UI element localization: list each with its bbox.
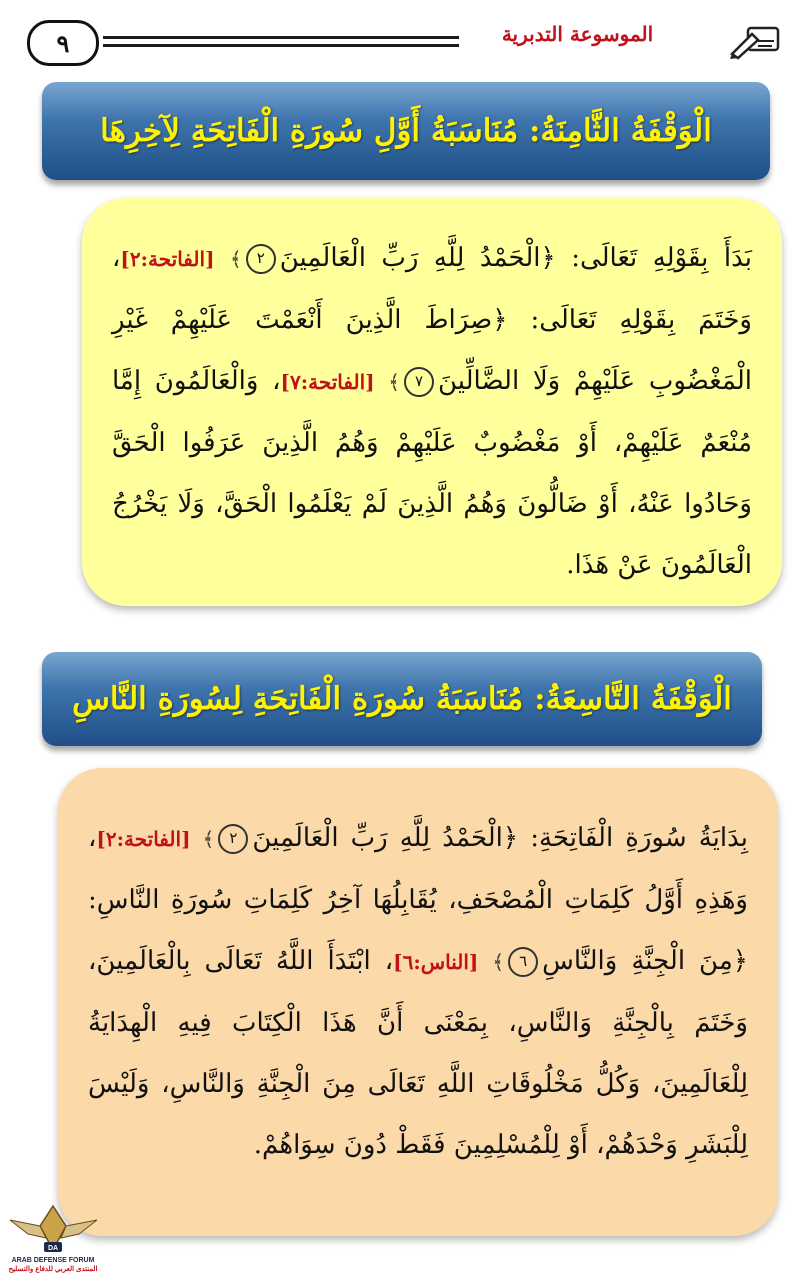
section-nine-title-bar: [42, 652, 762, 746]
verse-number: ٢: [218, 824, 248, 854]
watermark-line: ARAB DEFENSE FORUM: [11, 1257, 95, 1264]
section-nine-body: [58, 768, 778, 1236]
book-title: الموسوعة التدبرية: [501, 22, 654, 46]
header-rule: [103, 44, 459, 47]
svg-text:DA: DA: [47, 1245, 59, 1252]
watermark-line: المنتدى العربي للدفاع والتسليح: [8, 1266, 98, 1273]
section-eight-title-bar: [42, 82, 770, 180]
pen-icon: [728, 24, 782, 60]
watermark-text: [8, 1256, 98, 1274]
body-text: ، وَخَتَمَ بِقَوْلِهِ تَعَالَى: ﴿صِرَاطَ الَّذِينَ أَنْعَمْتَ عَلَيْهِمْ غَيْرِ الْمَغْضُوبِ عَلَيْهِمْ وَلَا الضَّالِّينَ: [112, 243, 753, 396]
header-rule: [103, 36, 459, 39]
verse-end-ornament: ﴾: [388, 370, 400, 394]
section-eight-title: الْوَقْفَةُ الثَّامِنَةُ: مُنَاسَبَةُ أَوَّلِ سُورَةِ الْفَاتِحَةِ لِآخِرِهَا: [100, 113, 712, 149]
verse-reference: [الفاتحة:٢]: [120, 247, 215, 271]
verse-number: ٧: [404, 367, 434, 397]
page-number: ٩: [27, 20, 99, 66]
verse-end-ornament: ﴾: [492, 950, 505, 974]
section-nine-paragraph: [88, 808, 748, 1176]
page-header: [0, 18, 805, 68]
verse-number: ٦: [508, 947, 538, 977]
verse-reference: [الفاتحة:٢]: [96, 827, 191, 851]
body-text: بِدَايَةُ سُورَةِ الْفَاتِحَةِ: ﴿الْحَمْدُ لِلَّهِ رَبِّ الْعَالَمِينَ: [252, 823, 749, 853]
section-eight-paragraph: [112, 228, 752, 596]
body-text: ، ابْتَدَأَ اللَّهُ تَعَالَى بِالْعَالَمِينَ، وَخَتَمَ بِالْجِنَّةِ وَالنَّاسِ، بِمَعْنَى أَنَّ هَذَا الْكِتَابَ فِيهِ الْهِدَايَةُ لِلْعَالَمِينَ، وَكُلُّ مَخْلُوقَاتِ اللَّهِ تَعَالَى مِنَ الْجِنَّةِ وَالنَّاسِ، وَلَيْسَ لِلْبَشَرِ وَحْدَهُمْ، أَوْ لِلْمُسْلِمِينَ فَقَطْ دُونَ سِوَاهُمْ.: [88, 946, 748, 1160]
body-text: ، وَهَذِهِ أَوَّلُ كَلِمَاتِ الْمُصْحَفِ، يُقَابِلُهَا آخِرُ كَلِمَاتِ سُورَةِ النَّاسِ: ﴿مِنَ الْجِنَّةِ وَالنَّاسِ: [88, 823, 749, 976]
verse-reference: [الناس:٦]: [393, 950, 479, 974]
verse-end-ornament: ﴾: [230, 247, 242, 271]
section-nine-title: الْوَقْفَةُ التَّاسِعَةُ: مُنَاسَبَةُ سُورَةِ الْفَاتِحَةِ لِسُورَةِ النَّاسِ: [72, 681, 732, 717]
verse-reference: [الفاتحة:٧]: [280, 370, 375, 394]
section-eight-body: [82, 198, 782, 606]
verse-number: ٢: [246, 244, 276, 274]
body-text: ، وَالْعَالَمُونَ إِمَّا مُنْعَمٌ عَلَيْهِمْ، أَوْ مَغْضُوبٌ عَلَيْهِمْ وَهُمُ الَّذِينَ عَرَفُوا الْحَقَّ وَحَادُوا عَنْهُ، أَوْ ضَالُّونَ وَهُمُ الَّذِينَ لَمْ يَعْلَمُوا الْحَقَّ، وَلَا يَخْرُجُ الْعَالَمُونَ عَنْ هَذَا.: [112, 366, 752, 580]
verse-end-ornament: ﴾: [202, 827, 215, 851]
body-text: بَدَأَ بِقَوْلِهِ تَعَالَى: ﴿الْحَمْدُ لِلَّهِ رَبِّ الْعَالَمِينَ: [279, 243, 752, 273]
